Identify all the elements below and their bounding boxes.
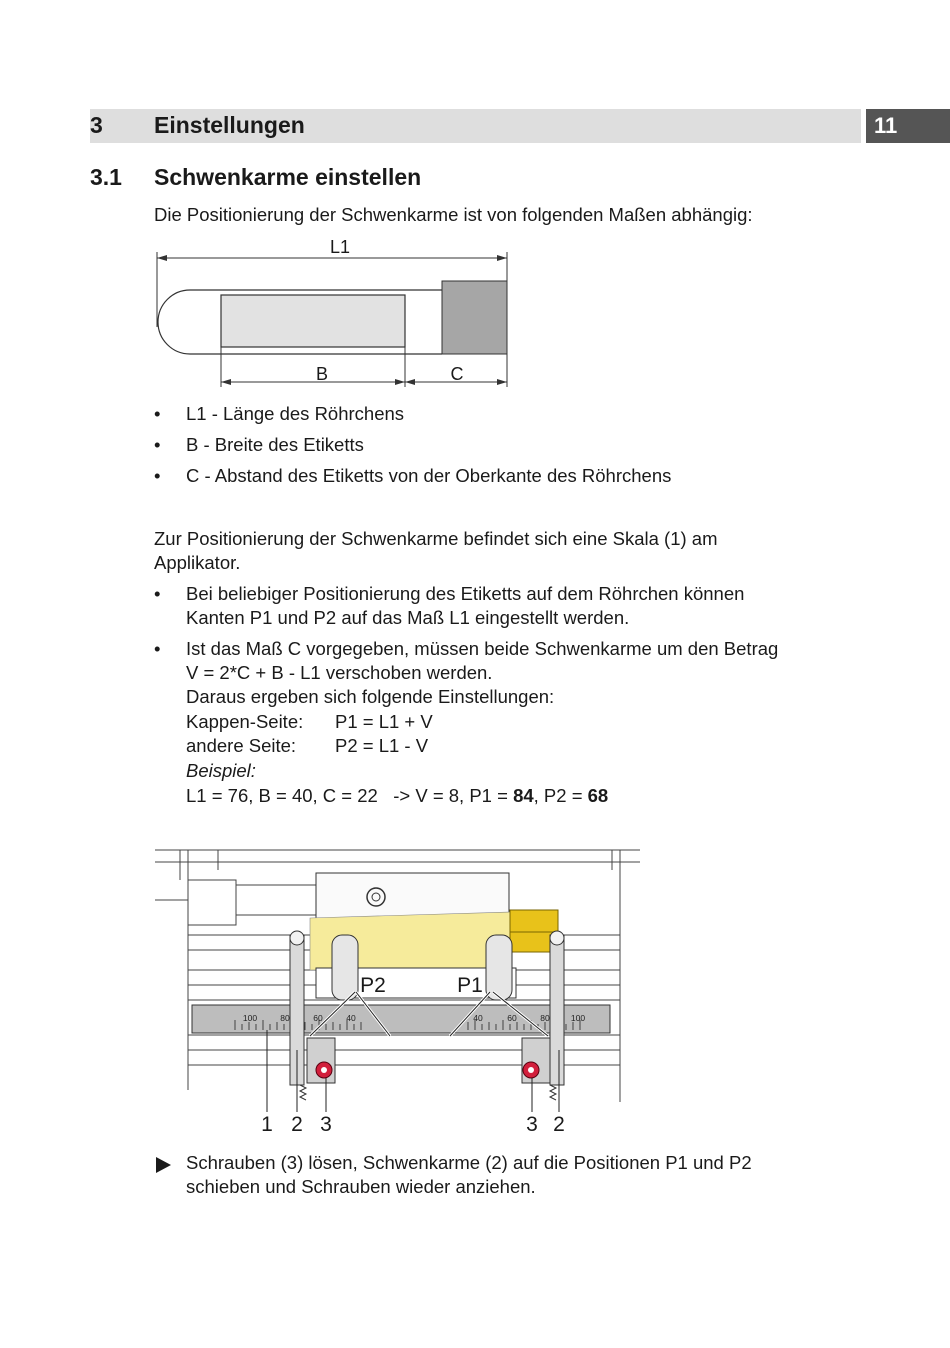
example-prefix: L1 = 76, B = 40, C = 22 -> V = 8, P1 = [186,785,514,806]
scale-right-40: 40 [473,1013,483,1023]
subsection-title: Schwenkarme einstellen [154,164,422,190]
bullet2-line-1: Ist das Maß C vorgegeben, müssen beide Schwenkarme um den Betrag [186,638,779,659]
bullet-marker: • [154,434,161,455]
callout-arm-2-right: 2 [553,1113,565,1136]
p2-prefix: , P2 = [533,785,588,806]
scale-left-80: 80 [280,1013,290,1023]
p1-value: 84 [513,785,534,806]
section-number: 3 [90,112,103,138]
intro-text: Die Positionierung der Schwenkarme ist von folgenden Maßen abhängig: [154,204,753,225]
example-label: Beispiel: [186,760,256,781]
photo-label-p1: P1 [457,974,483,997]
instruction-line-2: schieben und Schrauben wieder anziehen. [186,1176,536,1197]
bullet2-line-2: V = 2*C + B - L1 verschoben werden. [186,662,493,683]
andere-seite-label: andere Seite: [186,735,297,756]
bullet-marker: • [154,403,161,424]
example-line [186,785,608,807]
dimension-label-c: C [450,364,464,384]
legend-item-l1: L1 - Länge des Röhrchens [186,403,405,424]
andere-seite-formula: P2 = L1 - V [335,735,429,756]
bullet1-line-2: Kanten P1 und P2 auf das Maß L1 eingestellt werden. [186,607,630,628]
page-number: 11 [874,113,898,138]
scale-left-60: 60 [313,1013,323,1023]
callout-screw-3-left: 3 [320,1113,332,1136]
bullet-marker: • [154,638,161,659]
scale-left-100: 100 [242,1013,258,1023]
callout-screw-3-right: 3 [526,1113,538,1136]
legend-item-b: B - Breite des Etiketts [186,434,364,455]
scale-left-40: 40 [346,1013,356,1023]
subsection-number: 3.1 [90,164,122,190]
scale-right-60: 60 [507,1013,517,1023]
dimension-label-l1: L1 [329,237,351,257]
kappen-seite-label: Kappen-Seite: [186,711,304,732]
scale-right-80: 80 [540,1013,550,1023]
instruction-arrow-icon [154,1156,172,1174]
scale-right-100: 100 [570,1013,586,1023]
scale-paragraph-line-2: Applikator. [154,552,241,573]
callout-scale-1: 1 [261,1113,273,1136]
photo-label-p2: P2 [360,974,386,997]
tube-dimension-diagram [150,232,520,392]
bullet1-line-1: Bei beliebiger Positionierung des Etiketts auf dem Röhrchen können [186,583,745,604]
bullet-marker: • [154,465,161,486]
applicator-illustration [150,840,650,1140]
kappen-seite-formula: P1 = L1 + V [335,711,433,732]
bullet2-line-3: Daraus ergeben sich folgende Einstellungen: [186,686,555,707]
bullet-marker: • [154,583,161,604]
scale-paragraph-line-1: Zur Positionierung der Schwenkarme befindet sich eine Skala (1) am [154,528,718,549]
instruction-line-1: Schrauben (3) lösen, Schwenkarme (2) auf die Positionen P1 und P2 [186,1152,752,1173]
dimension-label-b: B [315,364,329,384]
section-title: Einstellungen [154,112,305,138]
callout-arm-2-left: 2 [291,1113,303,1136]
legend-item-c: C - Abstand des Etiketts von der Oberkante des Röhrchens [186,465,672,486]
p2-value: 68 [587,785,609,806]
